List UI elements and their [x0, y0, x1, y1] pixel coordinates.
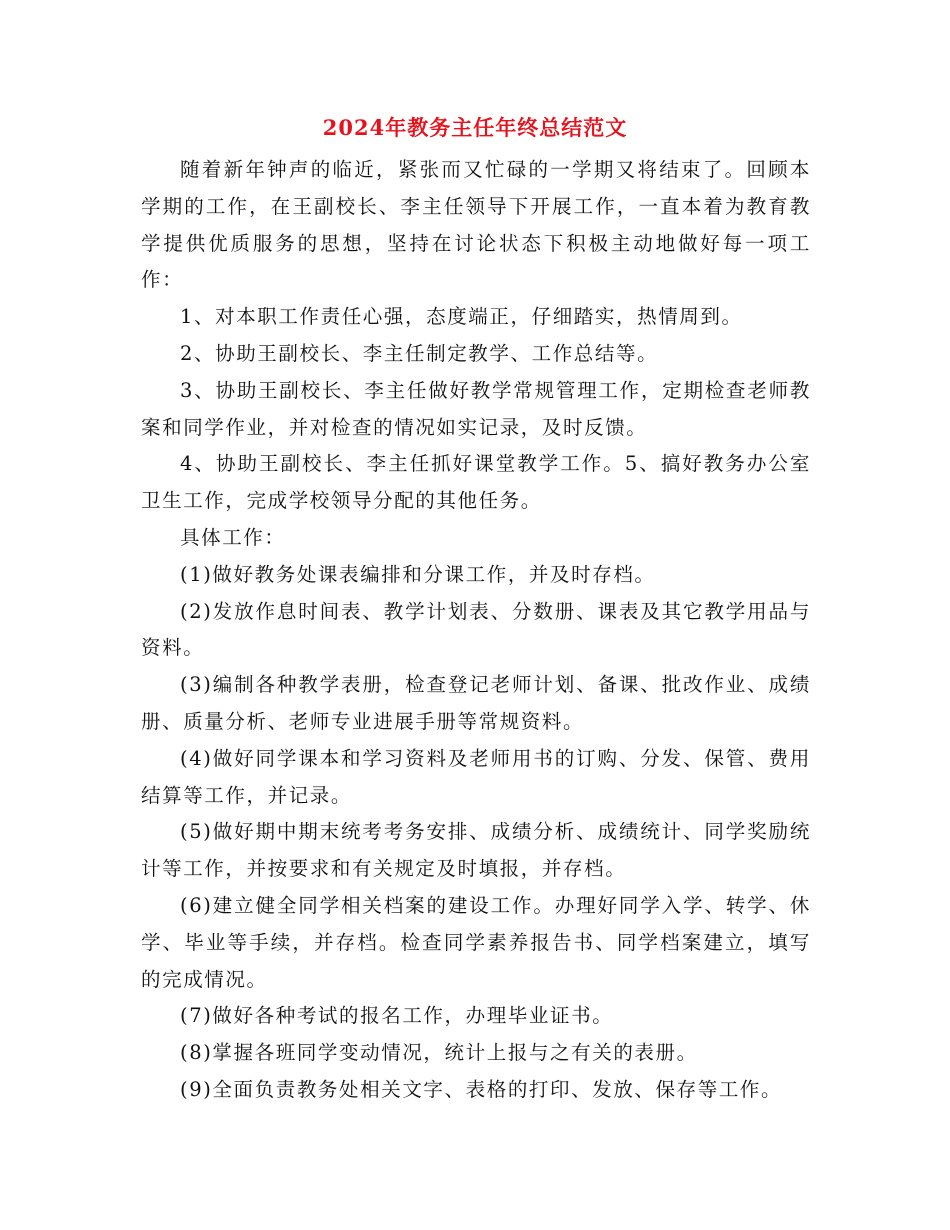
paragraph-item-3: 3、协助王副校长、李主任做好教学常规管理工作，定期检查老师教案和同学作业，并对检查的情况如实记录，及时反馈。 — [141, 378, 811, 439]
paragraph-item-2: 2、协助王副校长、李主任制定教学、工作总结等。 — [180, 341, 659, 365]
paragraph-task-3: (3)编制各种教学表册，检查登记老师计划、备课、批改作业、成绩册、质量分析、老师专业进展手册等常规资料。 — [141, 673, 811, 733]
paragraph-task-8: (8)掌握各班同学变动情况，统计上报与之有关的表册。 — [180, 1041, 698, 1065]
paragraph-task-7: (7)做好各种考试的报名工作，办理毕业证书。 — [180, 1004, 614, 1028]
paragraph-task-1: (1)做好教务处课表编排和分课工作，并及时存档。 — [180, 562, 656, 586]
paragraph-task-5: (5)做好期中期末统考考务安排、成绩分析、成绩统计、同学奖励统计等工作，并按要求和有关规定及时填报，并存档。 — [141, 820, 811, 881]
paragraph-task-2: (2)发放作息时间表、教学计划表、分数册、课表及其它教学用品与资料。 — [141, 599, 811, 660]
paragraph-item-4-5: 4、协助王副校长、李主任抓好课堂教学工作。5、搞好教务办公室卫生工作，完成学校领导分配的其他任务。 — [141, 452, 811, 513]
paragraph-specific-work-heading: 具体工作： — [180, 525, 286, 549]
document-body — [141, 152, 811, 1109]
paragraph-task-6: (6)建立健全同学相关档案的建设工作。办理好同学入学、转学、休学、毕业等手续，并存档。检查同学素养报告书、同学档案建立，填写的完成情况。 — [141, 893, 811, 991]
document-title: 2024年教务主任年终总结范文 — [322, 115, 628, 140]
paragraph-item-1: 1、对本职工作责任心强，态度端正，仔细踏实，热情周到。 — [180, 305, 743, 329]
paragraph-task-4: (4)做好同学课本和学习资料及老师用书的订购、分发、保管、费用结算等工作，并记录。 — [141, 746, 811, 807]
paragraph-intro: 随着新年钟声的临近，紧张而又忙碌的一学期又将结束了。回顾本学期的工作，在王副校长、李主任领导下开展工作，一直本着为教育教学提供优质服务的思想，坚持在讨论状态下积极主动地做好每一项工作： — [141, 158, 811, 292]
paragraph-task-9: (9)全面负责教务处相关文字、表格的打印、发放、保存等工作。 — [180, 1077, 783, 1101]
